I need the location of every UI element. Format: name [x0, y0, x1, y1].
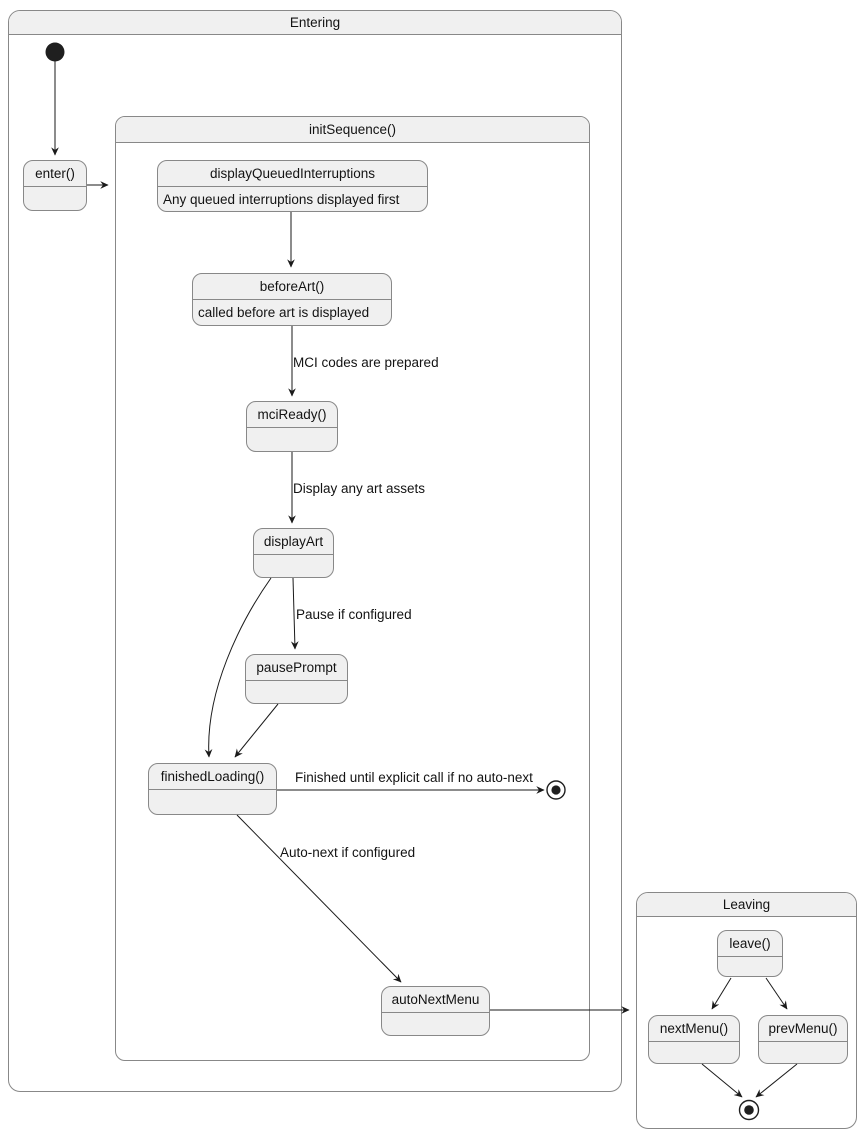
frame-init-sequence: [115, 116, 590, 1061]
state-auto-next-menu-body: [382, 1013, 489, 1035]
state-before-art-description: called before art is displayed: [198, 305, 370, 320]
state-mci-ready-body: [247, 428, 337, 451]
state-prev-menu-label: prevMenu(): [759, 1016, 847, 1042]
state-pause-prompt: [245, 654, 348, 704]
state-leave-body: [718, 957, 782, 976]
state-display-queued-interruptions: [157, 160, 428, 212]
edge-label-finished-no-auto-next: Finished until explicit call if no auto-next: [295, 770, 533, 785]
state-prev-menu: [758, 1015, 848, 1064]
state-auto-next-menu-label: autoNextMenu: [382, 987, 489, 1013]
state-next-menu-body: [649, 1042, 739, 1063]
state-display-art-label: displayArt: [254, 529, 333, 555]
state-leave: [717, 930, 783, 977]
state-before-art-label: beforeArt(): [193, 274, 391, 300]
state-finished-loading-body: [149, 790, 276, 814]
state-display-art: [253, 528, 334, 578]
edge-label-auto-next-if-configured: Auto-next if configured: [280, 845, 416, 860]
state-display-art-body: [254, 555, 333, 577]
frame-leaving-title: Leaving: [637, 893, 856, 917]
state-auto-next-menu: [381, 986, 490, 1036]
state-pause-prompt-body: [246, 681, 347, 703]
state-mci-ready-label: mciReady(): [247, 402, 337, 428]
frame-init-sequence-title: initSequence(): [116, 117, 589, 143]
state-enter-body: [24, 187, 86, 210]
state-next-menu: [648, 1015, 740, 1064]
edge-label-mci-codes-prepared: MCI codes are prepared: [293, 355, 439, 370]
state-pause-prompt-label: pausePrompt: [246, 655, 347, 681]
edge-label-pause-if-configured: Pause if configured: [296, 607, 412, 622]
frame-entering-title: Entering: [9, 11, 621, 35]
state-enter: [23, 160, 87, 211]
state-next-menu-label: nextMenu(): [649, 1016, 739, 1042]
state-mci-ready: [246, 401, 338, 452]
frame-leaving: [636, 892, 857, 1129]
state-enter-label: enter(): [24, 161, 86, 187]
state-prev-menu-body: [759, 1042, 847, 1063]
state-display-queued-interruptions-description: Any queued interruptions displayed first: [163, 191, 400, 207]
state-finished-loading-label: finishedLoading(): [149, 764, 276, 790]
edge-label-display-art-assets: Display any art assets: [293, 481, 426, 496]
state-leave-label: leave(): [718, 931, 782, 957]
state-finished-loading: [148, 763, 277, 815]
state-before-art: [192, 273, 392, 326]
state-display-queued-interruptions-label: displayQueuedInterruptions: [158, 161, 427, 187]
